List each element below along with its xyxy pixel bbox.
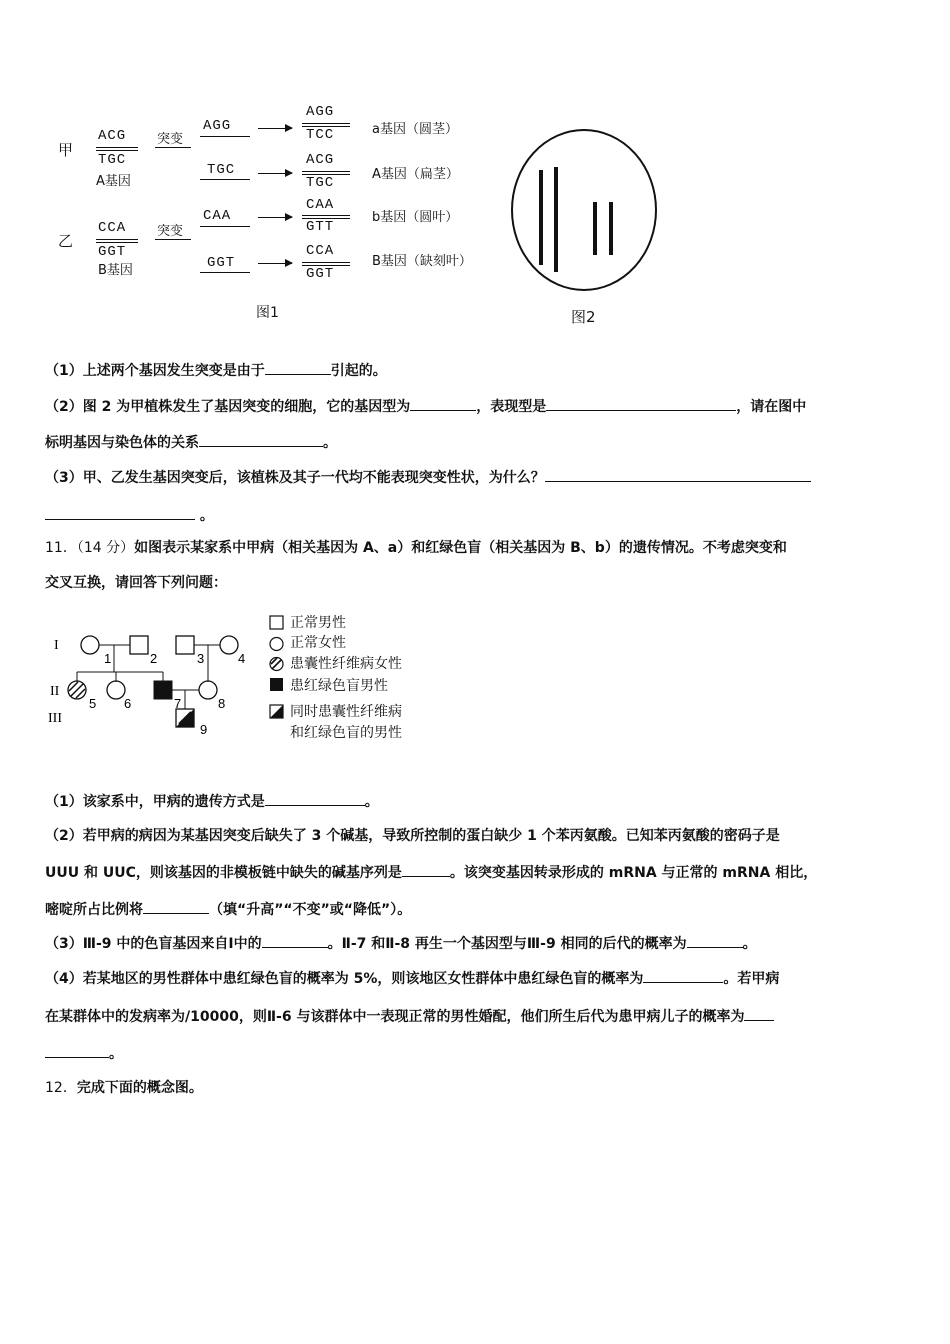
q10-part2-cont: [45, 432, 910, 453]
individual-II-7: [154, 681, 172, 699]
strand-line: [96, 147, 138, 148]
jia-normal-strand: TGC: [207, 162, 236, 178]
answer-blank[interactable]: [143, 899, 209, 914]
strand-line: [96, 242, 138, 243]
q11-intro-cont: [45, 573, 910, 593]
text: （3）Ⅲ-9 中的色盲基因来自Ⅰ中的: [45, 936, 262, 952]
arrow-icon: [258, 128, 292, 129]
q11-part3: [45, 933, 910, 954]
text: （2）图 2 为甲植株发生了基因突变的细胞，它的基因型为: [45, 399, 411, 415]
legend-symbols: [268, 612, 288, 747]
text: 。: [199, 508, 214, 524]
answer-blank[interactable]: [410, 396, 476, 411]
answer-blank[interactable]: [545, 467, 811, 482]
answer-blank[interactable]: [402, 862, 450, 877]
figure-1: [0, 0, 500, 330]
text: 。: [742, 936, 757, 952]
jia-r2-top: ACG: [306, 152, 335, 168]
yi-mutant-strand: CAA: [203, 208, 232, 224]
mutation-bar: [155, 239, 191, 240]
text: 在某群体中的发病率为/10000，则Ⅱ-6 与该群体中一表现正常的男性婚配，他们所生后代为患甲病儿子的概率为: [45, 1009, 745, 1025]
jia-r1-top: AGG: [306, 104, 335, 120]
individual-I-4: [220, 636, 238, 654]
legend-normal-female: 正常女性: [290, 635, 346, 651]
text: ，表现型是: [476, 399, 547, 415]
jia-r1-bottom: TCC: [306, 127, 335, 143]
individual-I-2: [130, 636, 148, 654]
q10-part1: [45, 360, 910, 381]
strand-line: [302, 262, 350, 263]
text: 标明基因与染色体的关系: [45, 435, 199, 451]
individual-II-6: [107, 681, 125, 699]
answer-blank[interactable]: [744, 1006, 774, 1021]
generation-label-I: I: [54, 638, 59, 653]
answer-blank[interactable]: [199, 432, 323, 447]
text: （2）若甲病的病因为某基因突变后缺失了 3 个碱基，导致所控制的蛋白缺少 1 个苯丙氨酸。已知苯丙氨酸的密码子是: [45, 828, 780, 844]
arrow-icon: [258, 263, 292, 264]
mutation-bar: [155, 147, 191, 148]
text: （3）甲、乙发生基因突变后，该植株及其子一代均不能表现突变性状，为什么？: [45, 470, 545, 486]
text: 如图表示某家系中甲病（相关基因为 A、a）和红绿色盲（相关基因为 B、b）的遗传情况。不考虑突变和: [134, 540, 787, 556]
jia-gene-label: A基因: [96, 174, 131, 189]
answer-blank[interactable]: [262, 933, 328, 948]
text: 交叉互换，请回答下列问题：: [45, 575, 227, 591]
text: 。若甲病: [723, 971, 780, 987]
jia-r1-label: a基因（圆茎）: [372, 122, 458, 137]
q11-part4-cont2: [45, 1043, 910, 1064]
affected-hatch: [71, 684, 83, 696]
yi-r1-top: CAA: [306, 197, 335, 213]
id-5: 5: [89, 696, 97, 711]
text: 。Ⅱ-7 和Ⅱ-8 再生一个基因型与Ⅲ-9 相同的后代的概率为: [327, 936, 687, 952]
text: 完成下面的概念图。: [76, 1080, 203, 1096]
jia-bottom-strand: TGC: [98, 152, 127, 168]
text: 嘧啶所占比例将: [45, 902, 143, 918]
q11-part4: [45, 968, 910, 989]
arrow-icon: [258, 173, 292, 174]
answer-blank[interactable]: [265, 360, 331, 375]
text: 引起的。: [330, 363, 387, 379]
jia-mutation-label: 突变: [157, 132, 184, 147]
id-9: 9: [200, 722, 208, 737]
text: （4）若某地区的男性群体中患红绿色盲的概率为 5%，则该地区女性群体中患红绿色盲的概率为: [45, 971, 644, 987]
text: （1）上述两个基因发生突变是由于: [45, 363, 265, 379]
strand-line: [96, 150, 138, 151]
id-2: 2: [150, 651, 158, 666]
id-6: 6: [124, 696, 132, 711]
answer-blank[interactable]: [546, 396, 736, 411]
text: ，请在图中: [736, 399, 807, 415]
jia-top-strand: ACG: [98, 128, 127, 144]
text: （1）该家系中，甲病的遗传方式是: [45, 794, 265, 810]
answer-blank[interactable]: [45, 1043, 109, 1058]
q11-part2-cont2: [45, 899, 910, 920]
id-8: 8: [218, 696, 226, 711]
q11-part1: [45, 791, 910, 812]
strand-line: [200, 272, 250, 273]
yi-bottom-strand: GGT: [98, 244, 127, 260]
q10-part3: [45, 467, 910, 488]
jia-mutant-strand: AGG: [203, 118, 232, 134]
legend-cf-female: 患囊性纤维病女性: [290, 656, 402, 672]
generation-label-II: II: [50, 684, 60, 699]
strand-line: [200, 179, 250, 180]
generation-label-III: III: [48, 711, 62, 726]
question-number: 12．: [45, 1080, 77, 1096]
text: 。: [364, 794, 379, 810]
id-7: 7: [174, 696, 182, 711]
cell-outline: [512, 130, 656, 290]
affected-fill: [270, 705, 283, 718]
answer-blank[interactable]: [687, 933, 743, 948]
legend-both-line1: 同时患囊性纤维病: [290, 704, 402, 720]
id-1: 1: [104, 651, 112, 666]
normal-male-icon: [270, 616, 283, 629]
individual-I-3: [176, 636, 194, 654]
legend-normal-male: 正常男性: [290, 615, 346, 631]
q11-part4-cont: [45, 1006, 910, 1027]
q11-part2: [45, 826, 910, 846]
yi-r2-label: B基因（缺刻叶）: [372, 254, 472, 269]
id-4: 4: [238, 651, 246, 666]
colorblind-male-icon: [270, 678, 283, 691]
legend-both-line2: 和红绿色盲的男性: [290, 725, 402, 741]
strand-line: [302, 215, 350, 216]
jia-r2-label: A基因（扁茎）: [372, 167, 459, 182]
answer-blank[interactable]: [643, 968, 723, 983]
id-3: 3: [197, 651, 205, 666]
strand-line: [96, 239, 138, 240]
q10-part2: [45, 396, 910, 417]
pedigree-legend: [268, 612, 448, 752]
strand-line: [302, 123, 350, 124]
text: 。: [323, 435, 337, 451]
pedigree-chart: [40, 625, 270, 740]
legend-colorblind-male: 患红绿色盲男性: [290, 678, 388, 694]
yi-r2-top: CCA: [306, 243, 335, 259]
q11-intro: [45, 538, 910, 558]
yi-mutation-label: 突变: [157, 224, 184, 239]
yi-r2-bottom: GGT: [306, 266, 335, 282]
text: 。该突变基因转录形成的 mRNA 与正常的 mRNA 相比，: [449, 865, 818, 881]
figure-1-caption: 图1: [256, 305, 279, 321]
text: UUU 和 UUC，则该基因的非模板链中缺失的碱基序列是: [45, 865, 402, 881]
figure-2-caption: 图2: [571, 308, 596, 326]
figure-2-cell: [505, 125, 665, 295]
strand-line: [302, 171, 350, 172]
jia-r2-bottom: TGC: [306, 175, 335, 191]
strand-line: [200, 136, 250, 137]
question-number: 11．（14 分）: [45, 540, 135, 556]
label-jia: 甲: [58, 141, 74, 159]
label-yi: 乙: [58, 232, 74, 250]
individual-II-8: [199, 681, 217, 699]
yi-r1-bottom: GTT: [306, 219, 335, 235]
yi-top-strand: CCA: [98, 220, 127, 236]
q12: [45, 1078, 910, 1098]
yi-normal-strand: GGT: [207, 255, 236, 271]
q10-part3-cont: [45, 505, 910, 526]
arrow-icon: [258, 217, 292, 218]
strand-line: [200, 226, 250, 227]
q11-part2-cont: [45, 862, 910, 883]
yi-r1-label: b基因（圆叶）: [372, 210, 459, 225]
text: 。: [109, 1046, 123, 1062]
answer-blank[interactable]: [45, 505, 195, 520]
yi-gene-label: B基因: [98, 263, 133, 278]
individual-I-1: [81, 636, 99, 654]
text: （填“升高”“不变”或“降低”）。: [209, 902, 412, 918]
answer-blank[interactable]: [265, 791, 365, 806]
normal-female-icon: [270, 638, 283, 651]
